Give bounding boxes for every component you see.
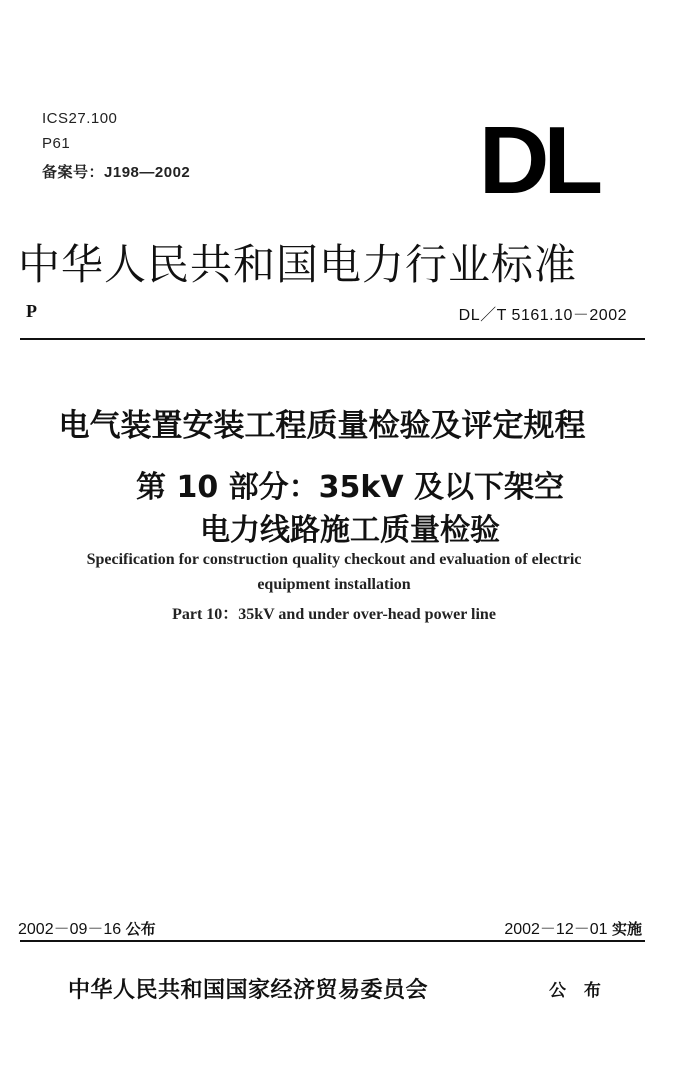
filing-number [42, 161, 190, 182]
document-title-line2: 第 10 部分：35kV 及以下架空 [136, 470, 564, 505]
filing-value: J198—2002 [104, 164, 191, 181]
issue-date-value: 2002－09－16 [18, 921, 122, 938]
english-title-line1: Specification for construction quality checkout and evaluation of electric [86, 551, 582, 568]
document-title-line1: 电气装置安装工程质量检验及评定规程 [58, 408, 586, 444]
ccs-code: P61 [42, 135, 71, 152]
ics-code: ICS27.100 [42, 110, 118, 127]
implementation-date-value: 2002－12－01 [504, 921, 608, 938]
issuing-authority: 中华人民共和国国家经济贸易委员会 [68, 977, 429, 1003]
document-title-line3: 电力线路施工质量检验 [200, 513, 500, 548]
header-divider [20, 338, 645, 340]
classification-code: P [26, 301, 37, 321]
english-title-line2: equipment installation [257, 576, 411, 593]
dl-logo: DL [478, 107, 598, 214]
footer-divider [20, 940, 645, 942]
publish-label: 公 布 [549, 981, 607, 1001]
english-title-line3: Part 10：35kV and under over-head power line [172, 606, 496, 623]
implementation-label: 实施 [611, 920, 642, 938]
standard-number: DL／T 5161.10－2002 [458, 307, 627, 324]
standard-title: 中华人民共和国电力行业标准 [18, 240, 578, 289]
issue-label: 公布 [125, 920, 156, 938]
implementation-date [504, 916, 642, 939]
issue-date [18, 916, 156, 939]
filing-label: 备案号： [42, 164, 105, 181]
